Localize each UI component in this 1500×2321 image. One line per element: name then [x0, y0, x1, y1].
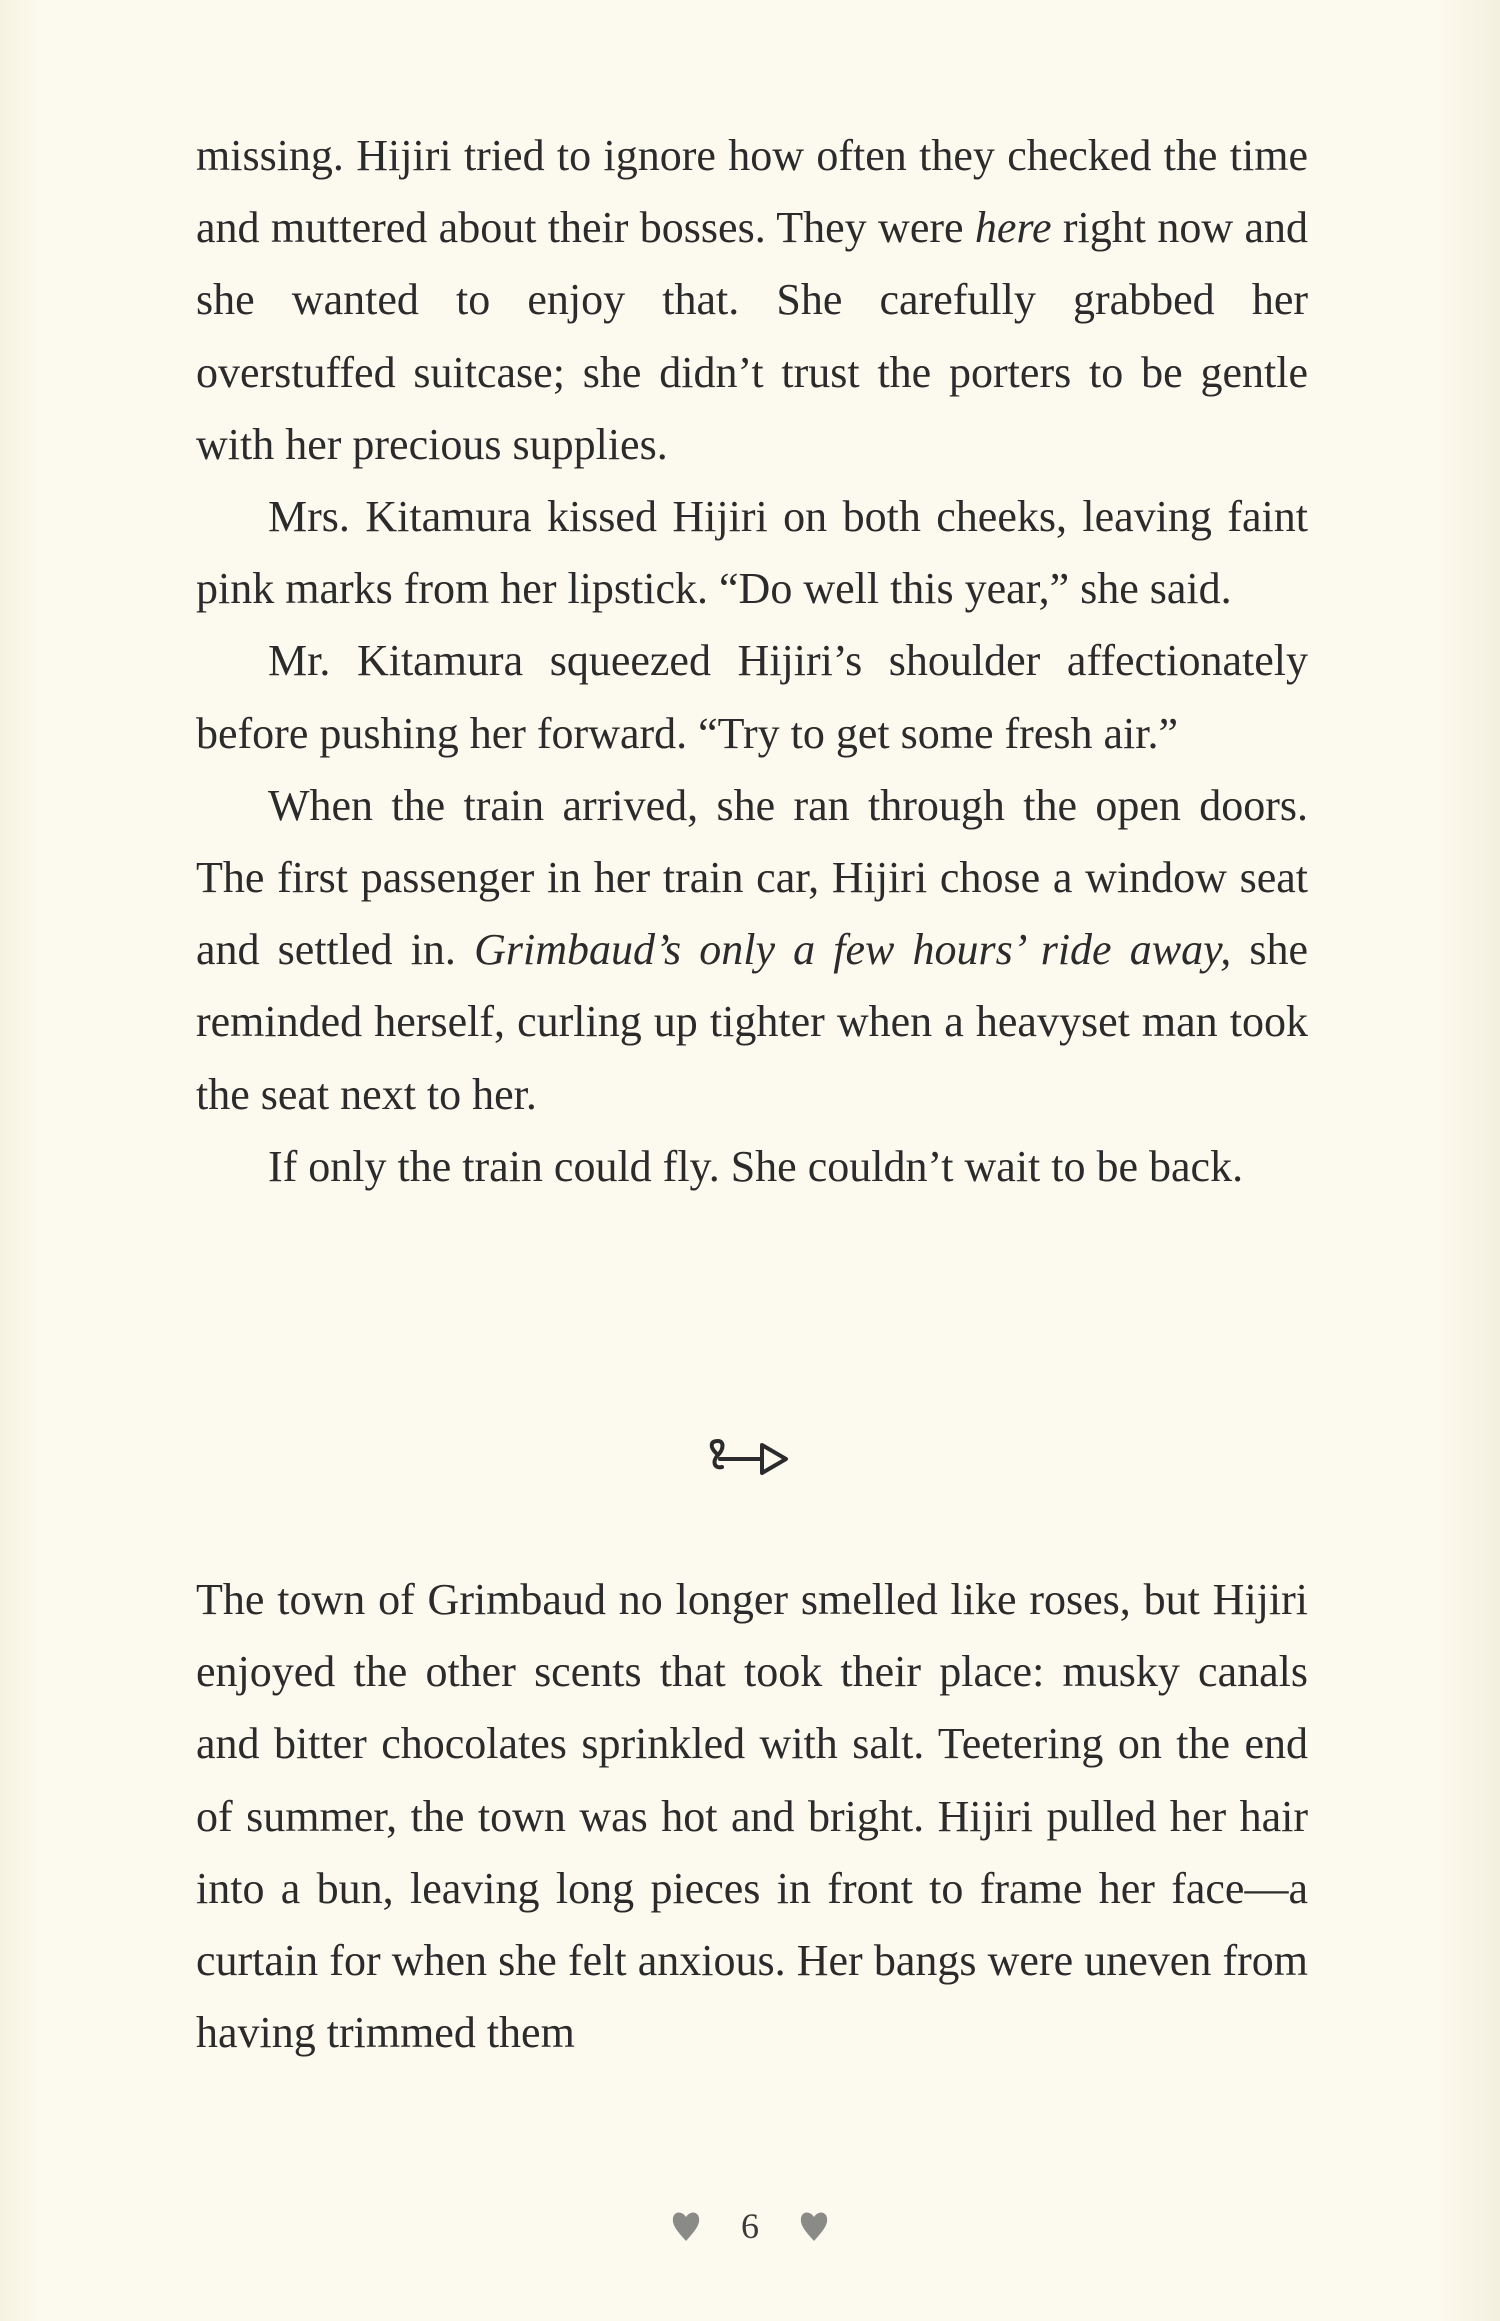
page-footer [0, 2196, 1500, 2256]
paragraph-text: When the train arrived, she ran through the open doors. The first passenger in her train car, Hijiri chose a window seat and settled in. [196, 780, 1308, 975]
paragraph: If only the train could fly. She couldn’t wait to be back. [268, 1141, 1244, 1191]
paragraph [196, 120, 1308, 481]
paragraph-text: missing. Hijiri tried to ignore how often they checked the time and muttered about their bosses. They were [196, 131, 1308, 253]
paragraph-text: right now and she wanted to enjoy that. She carefully grabbed her overstuffed suitcase; she didn’t trust the porters to be gentle with her precious supplies. [196, 203, 1309, 469]
key-ornament-icon [706, 1433, 790, 1483]
paragraph: The town of Grimbaud no longer smelled like roses, but Hijiri enjoyed the other scents that took their place: musky canals and bitter chocolates sprinkled with salt. Teetering on the end of summer, the town was hot and bright. Hijiri pulled her hair into a bun, leaving long pieces in front to frame her face—a curtain for when she felt anxious. Her bangs were uneven from having trimmed them [196, 1575, 1308, 2058]
heart-icon [671, 2209, 701, 2243]
heart-icon [799, 2209, 829, 2243]
paragraph: Mr. Kitamura squeezed Hijiri’s shoulder affectionately before pushing her forward. “Try to get some fresh air.” [196, 636, 1308, 758]
page-number: 6 [741, 2206, 759, 2246]
text-section-bottom [196, 1564, 1308, 2069]
paragraph [196, 770, 1308, 1131]
paragraph: Mrs. Kitamura kissed Hijiri on both cheeks, leaving faint pink marks from her lipstick. “Do well this year,” she said. [196, 492, 1308, 614]
emphasis-text: Grimbaud’s only a few hours’ ride away, [474, 925, 1232, 975]
emphasis-text: here [974, 203, 1052, 253]
paragraph-text: she reminded herself, curling up tighter when a heavyset man took the seat next to her. [196, 925, 1309, 1119]
text-section-top [196, 120, 1308, 1203]
